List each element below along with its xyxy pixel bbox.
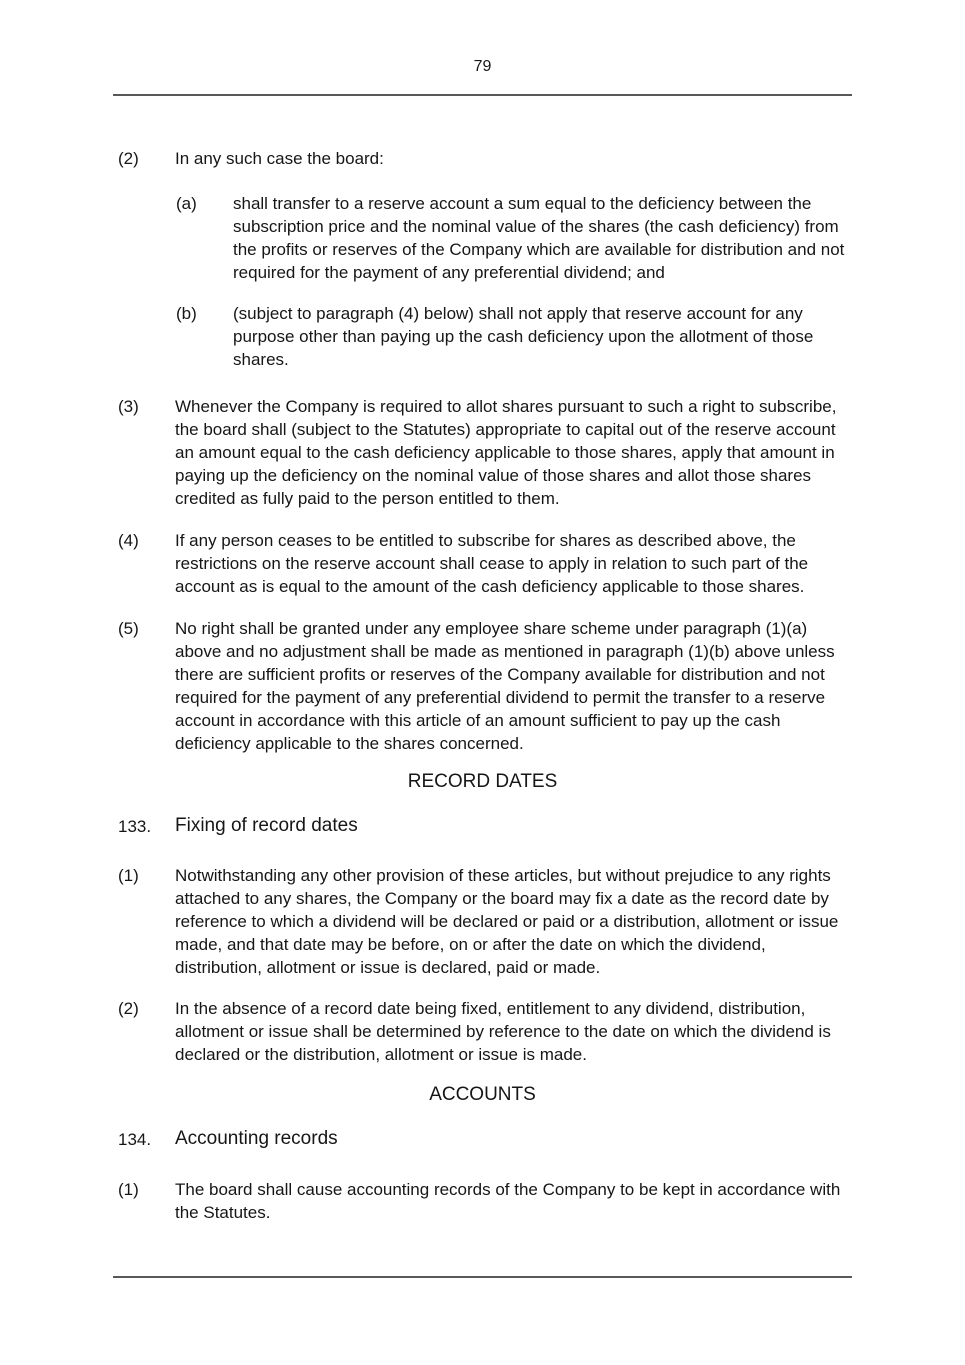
clause-133-1	[118, 864, 850, 979]
clause-label: (1)	[118, 1180, 139, 1199]
clause-text: The board shall cause accounting records of the Company to be kept in accordance with the Statutes.	[175, 1180, 841, 1222]
article-heading-133	[118, 814, 850, 838]
clause-2	[118, 147, 850, 170]
subclause-label: (a)	[176, 194, 197, 213]
article-number: 133.	[118, 817, 152, 836]
subclause-text: shall transfer to a reserve account a sum equal to the deficiency between the subscription price and the nominal value of the shares (the cash deficiency) from the profits or reserves of the Company which are available for distribution and not required for the payment of any preferential dividend; and	[233, 194, 845, 282]
clause-text: No right shall be granted under any employee share scheme under paragraph (1)(a) above and no adjustment shall be made as mentioned in paragraph (1)(b) above unless there are sufficient profits or reserves of the Company available for distribution and not required for the payment of any preferential dividend to permit the transfer to a reserve account in accordance with this article of an amount sufficient to pay up the cash deficiency applicable to the shares concerned.	[175, 619, 835, 753]
clause-label: (3)	[118, 397, 139, 416]
header-rule	[113, 94, 852, 96]
subclause-label: (b)	[176, 304, 197, 323]
article-heading-134	[118, 1127, 850, 1151]
clause-label: (2)	[118, 999, 139, 1018]
article-number: 134.	[118, 1130, 152, 1149]
clause-label: (4)	[118, 531, 139, 550]
clause-text: Whenever the Company is required to allot shares pursuant to such a right to subscribe, the board shall (subject to the Statutes) appropriate to capital out of the reserve account an amount equal to the cash deficiency applicable to those shares, apply that amount in paying up the deficiency on the nominal value of those shares and allot those shares credited as fully paid to the person entitled to them.	[175, 397, 837, 508]
clause-text: Notwithstanding any other provision of these articles, but without prejudice to any rights attached to any shares, the Company or the board may fix a date as the record date by reference to which a dividend will be declared or paid or a distribution, allotment or issue made, and that date may be before, on or after the date on which the dividend, distribution, allotment or issue is declared, paid or made.	[175, 866, 839, 977]
section-heading-record-dates: RECORD DATES	[407, 771, 558, 792]
clause-4	[118, 529, 850, 598]
clause-5	[118, 617, 850, 755]
clause-text: In any such case the board:	[175, 149, 384, 168]
clause-label: (5)	[118, 619, 139, 638]
clause-133-2	[118, 997, 850, 1066]
clause-3	[118, 395, 850, 510]
footer-rule	[113, 1276, 852, 1278]
page-number: 79	[473, 58, 492, 75]
section-heading-accounts: ACCOUNTS	[429, 1084, 536, 1105]
clause-label: (2)	[118, 149, 139, 168]
clause-134-1	[118, 1178, 850, 1224]
article-title: Accounting records	[175, 1128, 338, 1149]
subclause-b	[176, 302, 850, 371]
article-title: Fixing of record dates	[175, 815, 358, 836]
clause-label: (1)	[118, 866, 139, 885]
subclause-a	[176, 192, 850, 284]
subclause-text: (subject to paragraph (4) below) shall not apply that reserve account for any purpose other than paying up the cash deficiency upon the allotment of those shares.	[233, 304, 814, 369]
clause-text: If any person ceases to be entitled to subscribe for shares as described above, the restrictions on the reserve account shall cease to apply in relation to such part of the account as is equal to the amount of the cash deficiency applicable to those shares.	[175, 531, 809, 596]
clause-text: In the absence of a record date being fixed, entitlement to any dividend, distribution, allotment or issue shall be determined by reference to the date on which the dividend is declared or the distribution, allotment or issue is made.	[175, 999, 831, 1064]
